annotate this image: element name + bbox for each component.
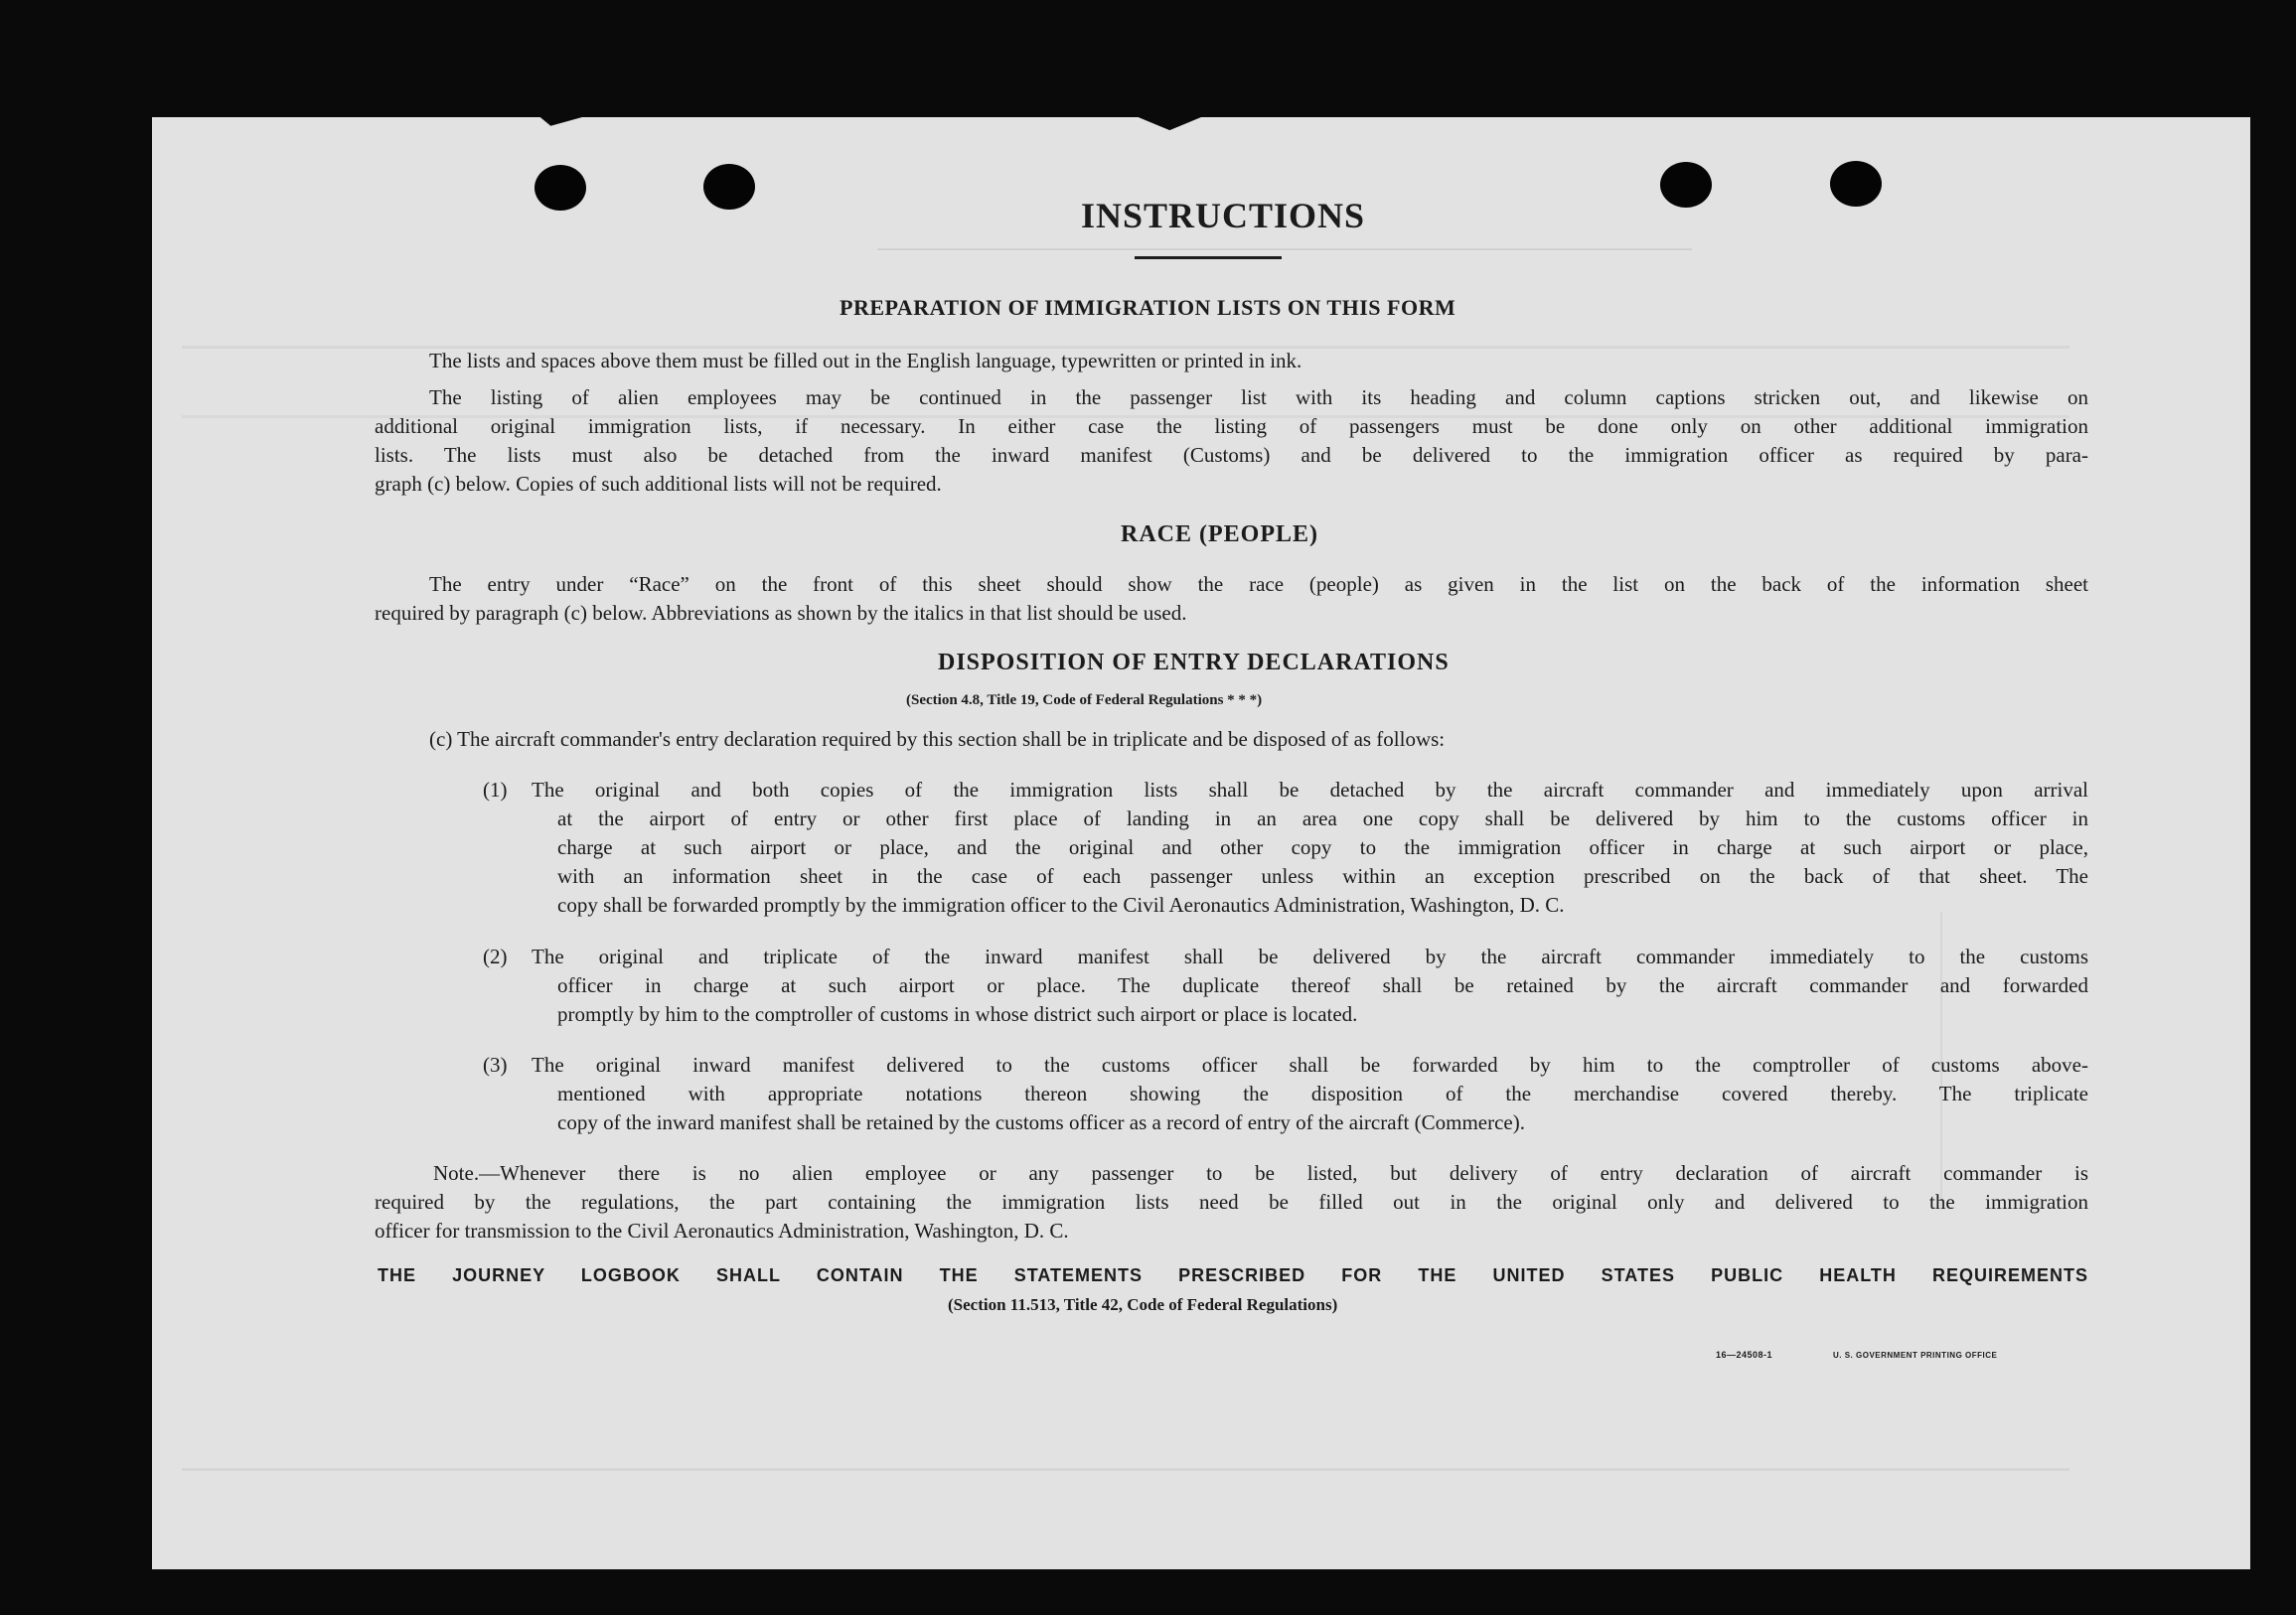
disposition-intro: (c) The aircraft commander's entry declaration required by this section shall be in triplicate and be disposed of as follows:: [429, 727, 1446, 751]
list-item-number: (2): [483, 945, 508, 968]
section-heading-preparation: PREPARATION OF IMMIGRATION LISTS ON THIS FORM: [840, 295, 1456, 320]
preparation-paragraph-2-line: graph (c) below. Copies of such additional lists will not be required.: [375, 472, 942, 496]
preparation-paragraph-1: The lists and spaces above them must be filled out in the English language, typewritten or printed in ink.: [429, 349, 1302, 372]
note-line: officer for transmission to the Civil Aeronautics Administration, Washington, D. C.: [375, 1219, 1069, 1243]
punch-hole: [703, 164, 755, 210]
page-title: INSTRUCTIONS: [1081, 196, 1366, 235]
preparation-paragraph-2-line: additional original immigration lists, if necessary. In either case the listing of passengers must be done only on other additional immigration: [375, 414, 2088, 438]
note-line: Note.—Whenever there is no alien employee or any passenger to be listed, but delivery of entry declaration of aircraft commander is: [433, 1161, 2088, 1185]
list-item-line: The original inward manifest delivered to the customs officer shall be forwarded by him to the comptroller of customs above-: [532, 1053, 2088, 1077]
list-item-number: (3): [483, 1053, 508, 1077]
punch-hole: [1660, 162, 1712, 208]
list-item-line: copy shall be forwarded promptly by the immigration officer to the Civil Aeronautics Administration, Washington, D. C.: [557, 893, 1565, 917]
list-item-line: mentioned with appropriate notations thereon showing the disposition of the merchandise covered thereby. The triplicate: [557, 1082, 2088, 1105]
note-line: required by the regulations, the part containing the immigration lists need be filled out in the original only and delivered to the immigration: [375, 1190, 2088, 1214]
list-item-line: charge at such airport or place, and the original and other copy to the immigration officer in charge at such airport or place,: [557, 835, 2088, 859]
preparation-paragraph-2-line: The listing of alien employees may be continued in the passenger list with its heading and column captions stricken out, and likewise on: [429, 385, 2088, 409]
section-heading-disposition: DISPOSITION OF ENTRY DECLARATIONS: [938, 650, 1450, 675]
section-heading-race: RACE (PEOPLE): [1121, 521, 1318, 547]
preparation-paragraph-2-line: lists. The lists must also be detached from the inward manifest (Customs) and be delivered to the immigration officer as required by para-: [375, 443, 2088, 467]
list-item-line: The original and triplicate of the inward manifest shall be delivered by the aircraft commander immediately to the customs: [532, 945, 2088, 968]
form-number: 16—24508-1: [1716, 1350, 1773, 1360]
race-paragraph-line: required by paragraph (c) below. Abbreviations as shown by the italics in that list should be used.: [375, 601, 1187, 625]
punch-hole: [535, 165, 586, 211]
list-item-line: copy of the inward manifest shall be retained by the customs officer as a record of entry of the aircraft (Commerce).: [557, 1110, 1525, 1134]
title-underline: [1135, 256, 1282, 259]
public-health-statement: THE JOURNEY LOGBOOK SHALL CONTAIN THE STATEMENTS PRESCRIBED FOR THE UNITED STATES PUBLIC HEALTH REQUIREMENTS: [378, 1265, 2088, 1285]
printer-imprint: U. S. GOVERNMENT PRINTING OFFICE: [1833, 1351, 1998, 1360]
punch-hole: [1830, 161, 1882, 207]
list-item-line: The original and both copies of the immigration lists shall be detached by the aircraft commander and immediately upon arrival: [532, 778, 2088, 802]
list-item-line: officer in charge at such airport or place. The duplicate thereof shall be retained by the aircraft commander and forwarded: [557, 973, 2088, 997]
list-item-line: with an information sheet in the case of each passenger unless within an exception prescribed on the back of that sheet. The: [557, 864, 2088, 888]
list-item-number: (1): [483, 778, 508, 802]
list-item-line: promptly by him to the comptroller of customs in whose district such airport or place is located.: [557, 1002, 1358, 1026]
race-paragraph-line: The entry under “Race” on the front of this sheet should show the race (people) as given in the list on the back of the information sheet: [429, 572, 2088, 596]
public-health-citation: (Section 11.513, Title 42, Code of Federal Regulations): [948, 1295, 1338, 1314]
disposition-citation: (Section 4.8, Title 19, Code of Federal Regulations * * *): [906, 692, 1263, 708]
list-item-line: at the airport of entry or other first place of landing in an area one copy shall be delivered by him to the customs officer in: [557, 807, 2088, 830]
